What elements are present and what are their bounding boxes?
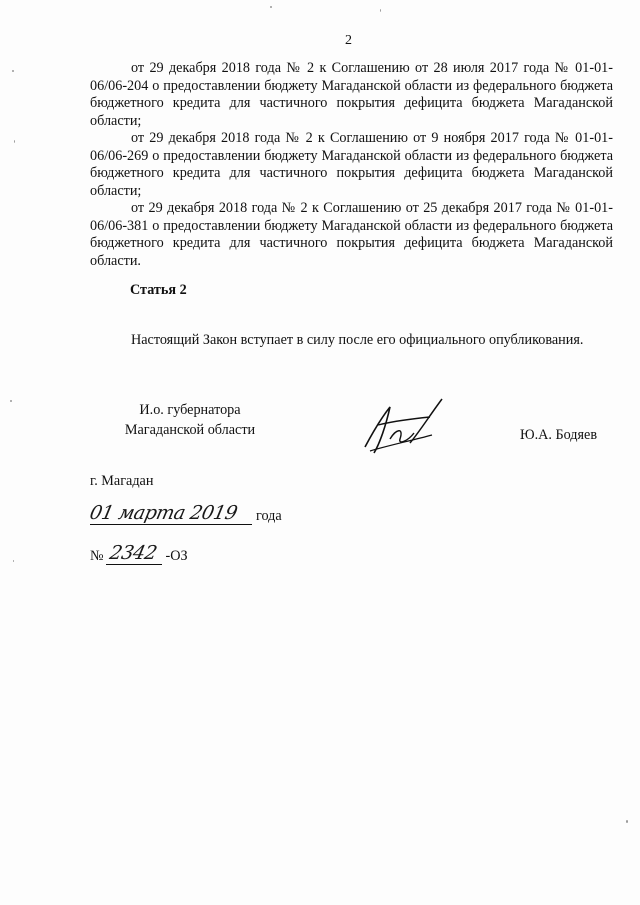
scan-speck xyxy=(380,9,381,12)
signatory-title xyxy=(90,400,290,440)
paragraph-1: от 29 декабря 2018 года № 2 к Соглашению от 28 июля 2017 года № 01-01-06/06-204 о предоставлении бюджету Магаданской области из федерального бюджета бюджетного кредита для частичного покрытия дефицита бюджета Магаданской области; xyxy=(90,60,613,129)
article-text: Настоящий Закон вступает в силу после его официального опубликования. xyxy=(131,332,584,349)
signatory-title-line2: Магаданской области xyxy=(124,422,256,438)
date-line xyxy=(87,502,282,525)
signatory-title-line1: И.о. губернатора xyxy=(139,402,241,418)
scan-speck xyxy=(14,140,15,143)
signature-image xyxy=(360,395,450,460)
body-text xyxy=(90,60,613,270)
scan-speck xyxy=(270,6,272,8)
law-number-blank xyxy=(106,543,162,565)
date-handwritten: 01 марта 2019 xyxy=(87,502,240,524)
scan-speck xyxy=(13,560,14,562)
date-blank xyxy=(87,502,252,525)
paragraph-2: от 29 декабря 2018 года № 2 к Соглашению от 9 ноября 2017 года № 01-01-06/06-269 о предоставлении бюджету Магаданской области из федерального бюджета бюджетного кредита для частичного покрытия дефицита бюджета Магаданской области; xyxy=(90,130,613,199)
paragraph-3: от 29 декабря 2018 года № 2 к Соглашению от 25 декабря 2017 года № 01-01-06/06-381 о предоставлении бюджету Магаданской области из федерального бюджета бюджетного кредита для частичного покрытия дефицита бюджета Магаданской области. xyxy=(90,200,613,269)
city: г. Магадан xyxy=(90,473,154,489)
law-number-handwritten: 2342 xyxy=(108,542,160,564)
scan-speck xyxy=(12,70,14,72)
page-number: 2 xyxy=(345,33,352,48)
signatory-name: Ю.А. Бодяев xyxy=(520,427,598,443)
law-number-suffix: -ОЗ xyxy=(165,548,188,564)
scan-speck xyxy=(10,400,12,402)
law-number-prefix: № xyxy=(90,548,104,564)
scan-speck xyxy=(626,820,628,823)
law-number-line xyxy=(90,543,188,565)
date-suffix: года xyxy=(256,508,282,524)
article-heading: Статья 2 xyxy=(130,282,187,298)
